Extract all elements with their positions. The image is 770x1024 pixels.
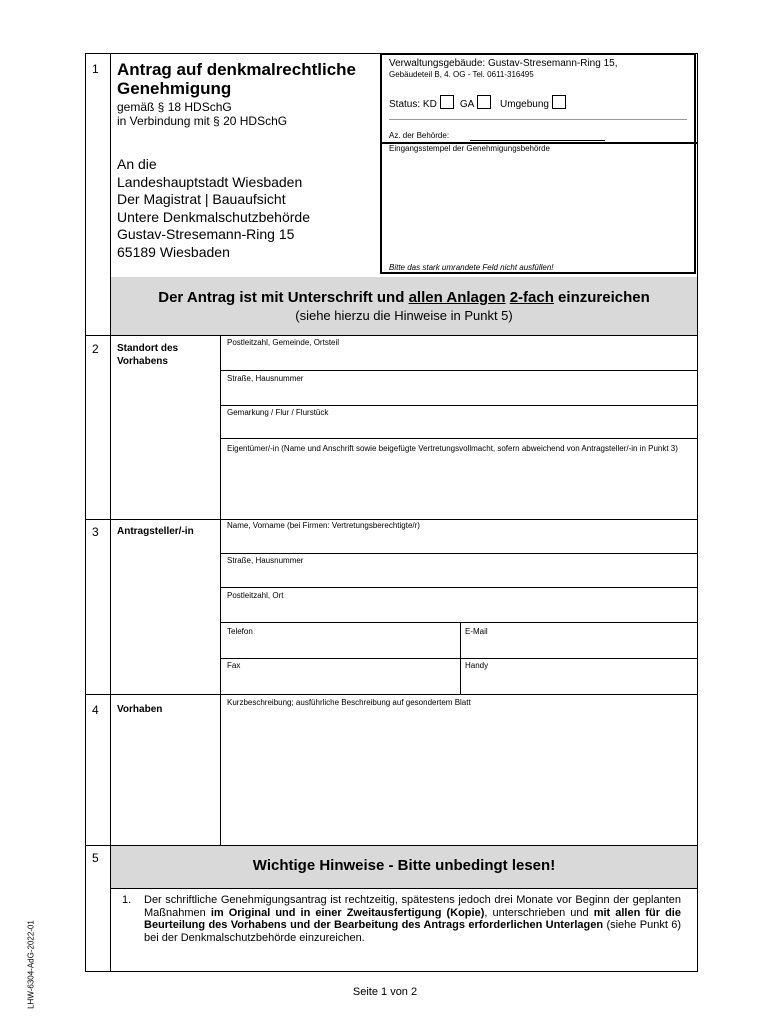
section-number: 4 xyxy=(92,703,99,717)
section3-top xyxy=(85,519,698,520)
note-emph-documents: mit allen für die Beurteilung des Vorhabens und der Bearbeitung des Antrags erforderlichen Unterlagen xyxy=(144,906,681,931)
recipient-address xyxy=(117,156,310,261)
section-number: 5 xyxy=(92,851,99,865)
banner-text-end: einzureichen xyxy=(553,289,650,306)
status-row xyxy=(389,95,572,111)
cadastral-field-label: Gemarkung / Flur / Flurstück xyxy=(227,408,329,417)
form-code: LHW-6304-AdG-2022-01 xyxy=(26,920,36,1009)
contact-column-divider xyxy=(460,622,461,694)
section4-label-divider xyxy=(220,694,221,845)
mobile-label: Handy xyxy=(465,661,489,670)
status-separator xyxy=(389,119,687,120)
address-line: Landeshauptstadt Wiesbaden xyxy=(117,173,303,190)
number-column-divider xyxy=(110,53,111,971)
field-divider xyxy=(220,658,697,659)
section2-title: Standort des Vorhabens xyxy=(117,343,179,367)
note-text: , unterschrieben und xyxy=(484,906,594,919)
address-line: Der Magistrat | Bauaufsicht xyxy=(117,191,286,207)
field-divider xyxy=(220,370,697,371)
submission-banner-subtitle: (siehe hierzu die Hinweise in Punkt 5) xyxy=(295,308,513,323)
frame-left xyxy=(85,53,86,971)
section2-top xyxy=(85,335,698,336)
status-ga-checkbox[interactable] xyxy=(477,95,491,109)
address-line: An die xyxy=(117,156,157,172)
address-line: Untere Denkmalschutzbehörde xyxy=(117,208,310,225)
frame-right xyxy=(697,53,698,971)
postal-municipality-field-label: Postleitzahl, Gemeinde, Ortsteil xyxy=(227,338,340,347)
notes-banner-bottom xyxy=(111,888,697,889)
status-kd-checkbox[interactable] xyxy=(440,95,454,109)
email-label: E-Mail xyxy=(465,627,488,636)
note-emph-original-copy: im Original und in einer Zweitausfertigung (Kopie) xyxy=(210,906,485,919)
section-number: 3 xyxy=(92,525,99,539)
notes-banner-title: Wichtige Hinweise - Bitte unbedingt lesen! xyxy=(252,857,556,874)
section3-label-divider xyxy=(220,519,221,694)
project-description-label: Kurzbeschreibung; ausführliche Beschreibung auf gesondertem Blatt xyxy=(227,698,471,707)
note-item-number: 1. xyxy=(122,894,132,906)
banner-emph-attachments: allen Anlagen xyxy=(408,289,506,306)
field-divider xyxy=(220,438,697,439)
status-umgebung-checkbox[interactable] xyxy=(552,95,566,109)
field-divider xyxy=(220,405,697,406)
applicant-street-label: Straße, Hausnummer xyxy=(227,556,304,565)
applicant-postal-label: Postleitzahl, Ort xyxy=(227,591,284,600)
office-use-box xyxy=(380,53,696,274)
note-text: Der schriftliche Genehmigungsantrag ist rechtzeitig, spätestens jedoch drei Monate vor Beginn der geplanten Maßnahmen xyxy=(144,894,681,919)
office-address-line2: Gebäudeteil B, 4. OG - Tel. 0611-316495 xyxy=(389,70,534,79)
field-divider xyxy=(220,622,697,623)
legal-basis-2: in Verbindung mit § 20 HDSchG xyxy=(117,114,288,128)
field-divider xyxy=(220,587,697,588)
section3-title: Antragsteller/-in xyxy=(117,526,194,537)
section4-title: Vorhaben xyxy=(117,704,163,715)
section2-label-divider xyxy=(220,335,221,519)
fax-label: Fax xyxy=(227,661,241,670)
owner-field-label: Eigentümer/-in (Name und Anschrift sowie beigefügte Vertretungsvollmacht, sofern abweichend von Antragsteller/-in in Punkt 3) xyxy=(227,444,678,453)
note-text: (siehe Punkt 6) bei der Denkmalschutzbehörde einzureichen. xyxy=(144,919,681,944)
page-number: Seite 1 von 2 xyxy=(352,986,418,998)
status-ga-label: GA xyxy=(459,99,475,110)
stamp-label: Eingangsstempel der Genehmigungsbehörde xyxy=(389,144,550,153)
stamp-note: Bitte das stark umrandete Feld nicht ausfüllen! xyxy=(389,263,554,272)
section4-top xyxy=(85,694,698,695)
submission-banner-title xyxy=(111,289,697,307)
note-item-1 xyxy=(144,894,681,944)
authority-reference-label: Az. der Behörde: xyxy=(389,131,450,140)
site-street-field-label: Straße, Hausnummer xyxy=(227,374,304,383)
phone-label: Telefon xyxy=(227,627,253,636)
field-divider xyxy=(220,553,697,554)
address-line: Gustav-Stresemann-Ring 15 xyxy=(117,226,295,242)
status-umgebung-label: Umgebung xyxy=(500,99,549,110)
status-label: Status: KD xyxy=(389,99,437,110)
authority-reference-field[interactable] xyxy=(470,140,605,141)
legal-basis-1: gemäß § 18 HDSchG xyxy=(117,100,232,114)
applicant-name-label: Name, Vorname (bei Firmen: Vertretungsberechtigte/r) xyxy=(227,521,420,530)
banner-emph-twofold: 2-fach xyxy=(509,289,554,306)
section-number: 2 xyxy=(92,342,99,356)
banner-text: Der Antrag ist mit Unterschrift und xyxy=(158,289,409,306)
address-line: 65189 Wiesbaden xyxy=(117,243,230,260)
section-number: 1 xyxy=(92,62,99,76)
office-address-line1: Verwaltungsgebäude: Gustav-Stresemann-Ring 15, xyxy=(389,58,618,69)
form-title: Antrag auf denkmalrechtliche Genehmigung xyxy=(117,60,357,98)
frame-bottom xyxy=(85,971,698,972)
